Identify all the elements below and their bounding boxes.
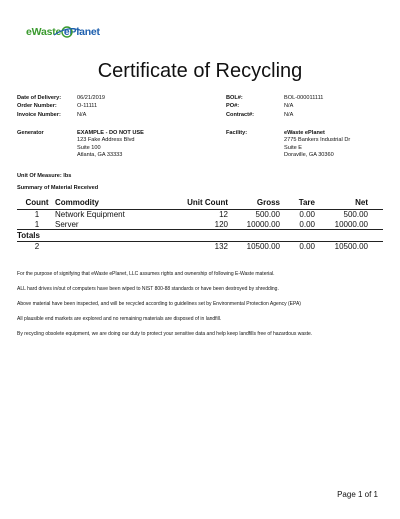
header-net: Net [355,198,368,207]
header-count: Count [25,198,49,207]
generator-name: EXAMPLE - DO NOT USE [77,130,144,136]
logo-part1: eWaste [26,26,62,38]
total-gross: 10500.00 [246,242,280,251]
logo-part2: ePlanet [63,26,100,38]
cell-gross: 10000.00 [246,219,280,229]
generator-address-line: 123 Fake Address Blvd [77,137,135,144]
header-tare: Tare [298,198,315,207]
statement-paragraph: By recycling obsolete equipment, we are doing our duty to protect your sensitive data and help keep landfills free of hazardous waste. [17,331,313,337]
cell-gross: 500.00 [255,210,280,219]
rows-divider [17,229,383,230]
globe-swoosh-icon [52,24,82,40]
table-row [17,210,383,220]
po-value: N/A [284,103,294,110]
totals-row [17,242,383,252]
contract-label: Contract#: [226,111,254,118]
cell-commodity: Server [55,219,79,229]
page-title: Certificate of Recycling [97,60,303,82]
total-unit-count: 132 [214,242,228,251]
generator-address-line: Suite 100 [77,144,101,151]
po-label: PO#: [226,103,240,110]
statement-paragraph: All plausible end markets are explored and no remaining materials are disposed of in landfill. [17,316,222,322]
header-commodity: Commodity [55,198,99,207]
total-tare: 0.00 [299,242,315,251]
cell-unit-count: 12 [219,210,228,219]
invoice-number-label: Invoice Number: [17,111,61,118]
total-net: 10500.00 [334,242,368,251]
statement-paragraph: For the purpose of signifying that eWaste ePlanet, LLC assumes rights and ownership of following E-Waste material. [17,271,275,277]
delivery-details [17,94,187,119]
statement-paragraph: ALL hard drives in/out of computers have been wiped to NIST 800-88 standards or have been destroyed by shredding. [17,286,279,292]
date-of-delivery-value: 06/21/2019 [77,95,105,101]
reference-details [226,94,386,119]
facility-name: eWaste ePlanet [284,130,325,136]
material-table [17,198,383,252]
order-number-label: Order Number: [17,103,57,110]
facility-label: Facility: [226,130,248,136]
unit-of-measure: Unit Of Measure: lbs [17,173,72,179]
date-of-delivery-label: Date of Delivery: [17,95,62,101]
table-row [17,220,383,230]
facility-address-line: 2775 Bankers Industrial Dr [284,137,351,144]
bol-value: BOL-000011111 [284,95,324,101]
generator-address [77,130,144,160]
summary-heading: Summary of Material Received [17,185,99,191]
cell-net: 10000.00 [334,219,368,229]
table-header [17,198,383,209]
generator-label: Generator [17,130,44,136]
cell-tare: 0.00 [299,210,315,219]
facility-address-line: Doraville, GA 30360 [284,152,334,159]
header-unit-count: Unit Count [187,198,228,207]
company-logo [26,22,100,42]
cell-count: 1 [34,210,40,219]
totals-label: Totals [17,231,40,240]
bol-label: BOL#: [226,95,243,101]
statement-paragraph: Above material have been inspected, and will be recycled according to guidelines set by Environmental Protection Agency (EPA) [17,301,301,307]
header-gross: Gross [256,198,280,207]
order-number-value: O-11111 [77,103,98,110]
facility-address [284,130,350,160]
cell-count: 1 [34,219,40,229]
facility-address-line: Suite E [284,144,303,151]
cell-unit-count: 120 [214,219,228,229]
contract-value: N/A [284,111,294,118]
generator-address-line: Atlanta, GA 33333 [77,152,123,159]
page-indicator: Page 1 of 1 [337,490,378,499]
total-count: 2 [34,242,40,251]
cell-tare: 0.00 [299,219,315,229]
invoice-number-value: N/A [77,111,87,118]
cell-commodity: Network Equipment [55,210,125,219]
cell-net: 500.00 [343,210,368,219]
